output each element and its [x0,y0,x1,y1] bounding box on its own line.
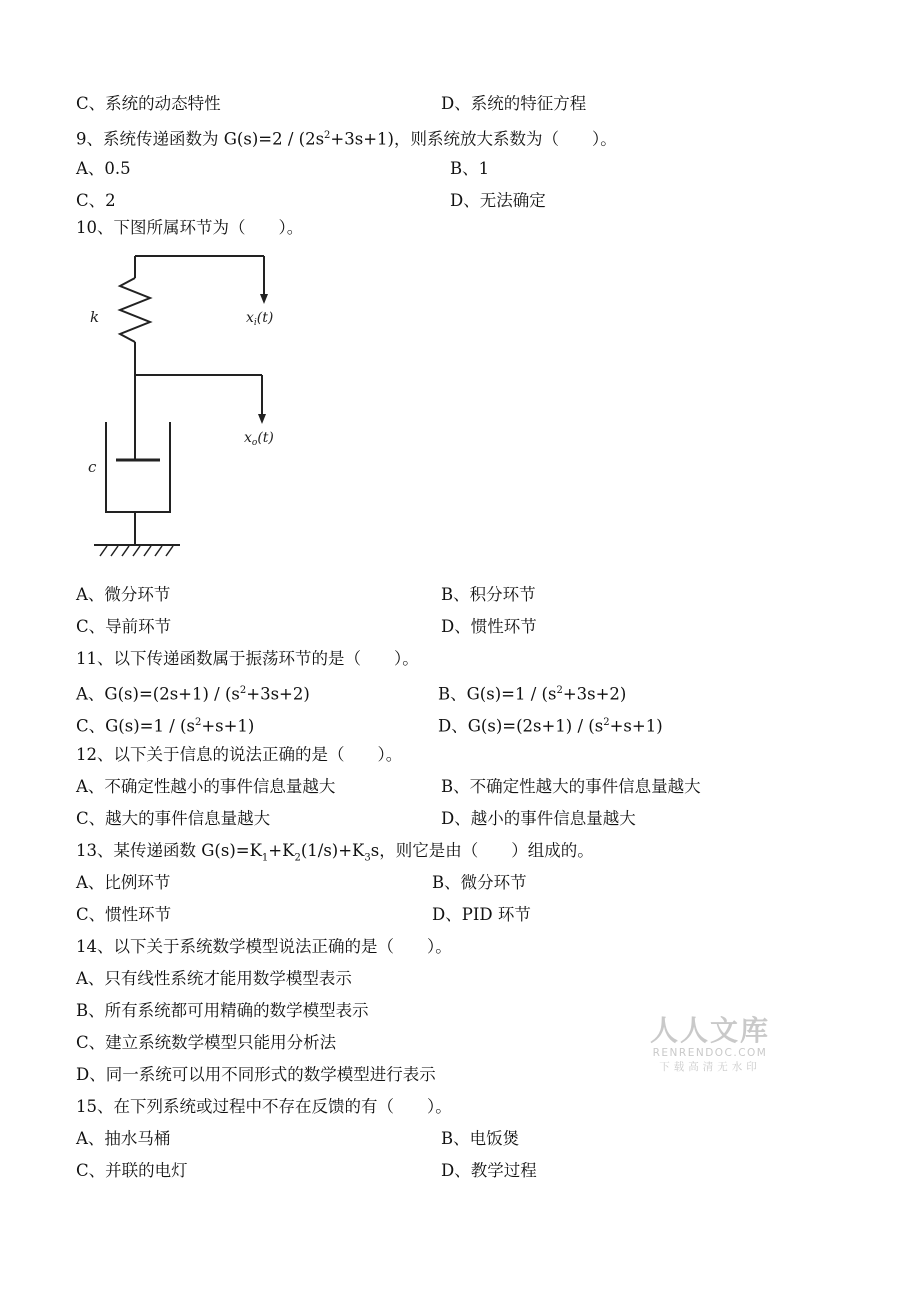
q12-option-d: D、越小的事件信息量越大 [441,809,636,828]
input-label: $x_i(t)$ [246,310,274,328]
q10-stem: 10、下图所属环节为（ ）。 [76,218,304,237]
q15-option-b: B、电饭煲 [441,1129,520,1148]
q10-option-c: C、导前环节 [76,617,172,636]
q14-option-c: C、建立系统数学模型只能用分析法 [76,1033,337,1052]
damper-cylinder [106,422,170,512]
watermark-title: 人人文库 [649,1014,770,1047]
q9-option-a: A、0.5 [76,159,131,178]
output-label: $x_o(t)$ [244,430,274,448]
output-arrow-head [258,414,266,424]
q9-option-c: C、2 [76,191,116,210]
q14-option-b: B、所有系统都可用精确的数学模型表示 [76,1001,369,1020]
q14-option-d: D、同一系统可以用不同形式的数学模型进行表示 [76,1065,436,1084]
q10-option-d: D、惯性环节 [441,617,537,636]
input-arrow-head [260,294,268,304]
q11-option-d: D、$G(s)=(2s+1) / (s^2+s+1)$ [438,716,663,736]
q14-option-a: A、只有线性系统才能用数学模型表示 [76,969,352,988]
spring-label: k [90,308,100,326]
watermark-tagline: 下载高清无水印 [659,1061,761,1073]
q14-stem: 14、以下关于系统数学模型说法正确的是（ ）。 [76,937,452,956]
q13-option-a: A、比例环节 [76,873,171,892]
q11-option-b: B、$G(s)=1 / (s^2+3s+2)$ [438,684,627,704]
q13-option-d: D、PID 环节 [432,905,531,924]
q13-option-b: B、微分环节 [432,873,527,892]
q12-stem: 12、以下关于信息的说法正确的是（ ）。 [76,745,403,764]
q15-stem: 15、在下列系统或过程中不存在反馈的有（ ）。 [76,1097,452,1116]
q13-option-c: C、惯性环节 [76,905,172,924]
q9-option-b: B、1 [450,159,490,178]
q10-option-a: A、微分环节 [76,585,171,604]
q8-option-c: C、系统的动态特性 [76,94,221,113]
q9-option-d: D、无法确定 [450,191,546,210]
q11-stem: 11、以下传递函数属于振荡环节的是（ ）。 [76,649,419,668]
q12-option-a: A、不确定性越小的事件信息量越大 [76,777,336,796]
q10-option-b: B、积分环节 [441,585,536,604]
q15-option-d: D、教学过程 [441,1161,537,1180]
damper-label: c [88,458,97,476]
q12-option-b: B、不确定性越大的事件信息量越大 [441,777,701,796]
q9-stem: 9、系统传递函数为 $G(s)=2 / (2s^2+3s+1)$，则系统放大系数为（ ）。 [76,129,617,149]
spring [120,278,150,342]
q13-stem: 13、某传递函数 $G(s)=K_1+K_2(1/s)+K_3s$，则它是由（ ）组成的。 [76,841,594,864]
q11-option-a: A、$G(s)=(2s+1) / (s^2+3s+2)$ [76,684,310,704]
q8-option-d: D、系统的特征方程 [441,94,587,113]
q15-option-c: C、并联的电灯 [76,1161,188,1180]
watermark-domain: RENRENDOC.COM [652,1047,768,1059]
q12-option-c: C、越大的事件信息量越大 [76,809,271,828]
watermark [640,1016,780,1074]
q11-option-c: C、$G(s)=1 / (s^2+s+1)$ [76,716,255,736]
q15-option-a: A、抽水马桶 [76,1129,171,1148]
spring-damper-figure [80,250,320,565]
